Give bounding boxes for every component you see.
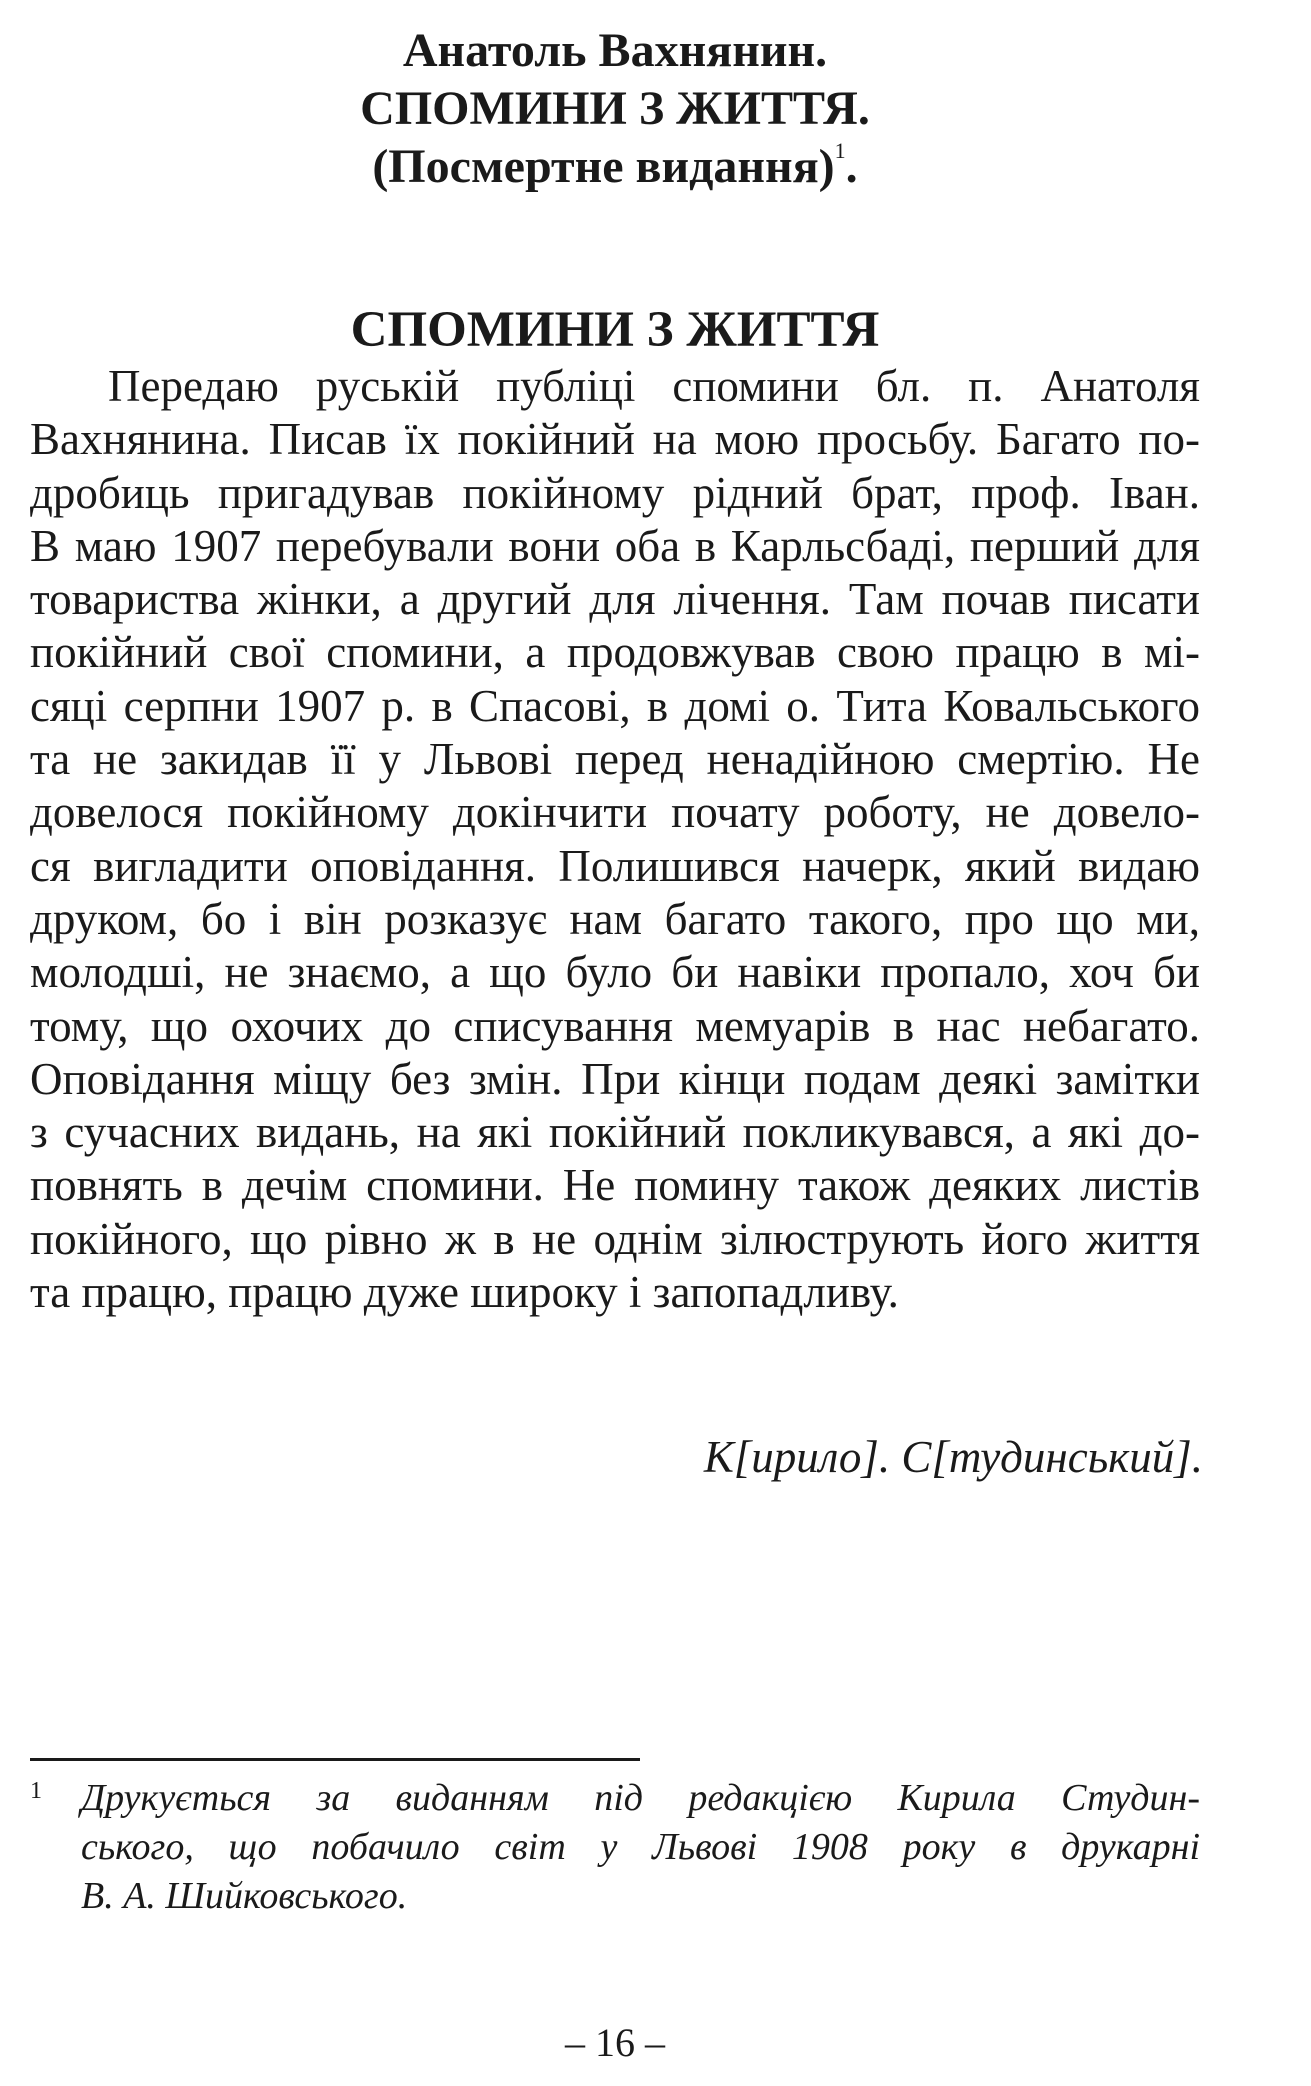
footnote-divider: [30, 1758, 640, 1761]
footnote-line: Друкується за виданням під редакцією Кирила Студин-: [81, 1777, 1200, 1819]
book-title: СПОМИНИ З ЖИТТЯ.: [360, 82, 870, 135]
body-line: та не закидав її у Львові перед ненадійною смертію. Не: [30, 734, 1200, 785]
book-subtitle: [30, 138, 1200, 196]
body-paragraph: [30, 360, 1200, 1319]
body-line: покійного, що рівно ж в не однім зілюструють його життя: [30, 1213, 1200, 1264]
section-title: СПОМИНИ З ЖИТТЯ: [350, 302, 880, 358]
page-header: [30, 22, 1200, 196]
body-line: ся вигладити оповідання. Полишився начерк, який видаю: [30, 840, 1200, 891]
body-line: Оповідання міщу без змін. При кінци подам деякі замітки: [30, 1053, 1200, 1104]
body-line: дробиць пригадував покійному рідний брат, проф. Іван.: [30, 467, 1200, 518]
signature: К[ирило]. С[тудинський].: [703, 1432, 1203, 1482]
body-line: молодші, не знаємо, а що було би навіки пропало, хоч би: [30, 947, 1200, 998]
body-line: товариства жінки, а другий для лічення. Там почав писати: [30, 574, 1200, 625]
body-line: сяці серпни 1907 р. в Спасові, в домі о. Тита Ковальського: [30, 680, 1200, 731]
body-line: В маю 1907 перебували вони оба в Карльсбаді, перший для: [30, 520, 1200, 571]
body-line: Вахнянина. Писав їх покійний на мою просьбу. Багато по-: [30, 414, 1200, 465]
body-line: з сучасних видань, на які покійний покликувався, а які до-: [30, 1107, 1200, 1158]
body-line: друком, бо і він розказує нам багато такого, про що ми,: [30, 893, 1200, 944]
footnote-line: В. А. Шийковського.: [81, 1875, 408, 1917]
footnote-reference[interactable]: 1: [834, 138, 846, 163]
page-number: – 16 –: [565, 2020, 665, 2065]
body-line: Передаю руській публіці спомини бл. п. Анатоля: [108, 361, 1200, 411]
footnote-line: ського, що побачило світ у Львові 1908 року в друкарні: [81, 1826, 1200, 1868]
author-name: Анатоль Вахнянин.: [402, 24, 828, 77]
footnote-mark: 1: [30, 1778, 42, 1804]
body-line: тому, що охочих до списування мемуарів в нас небагато.: [30, 1000, 1200, 1051]
subtitle-text: (Посмертне видання): [372, 140, 835, 193]
subtitle-period: .: [845, 140, 858, 193]
body-line: та працю, працю дуже широку і запопадливу.: [30, 1267, 899, 1318]
body-line: повнять в дечім спомини. Не помину також деяких листів: [30, 1160, 1200, 1211]
body-line: довелося покійному докінчити почату роботу, не довело-: [30, 787, 1200, 838]
footnote-text: [81, 1774, 1200, 1921]
body-line: покійний свої спомини, а продовжував свою працю в мі-: [30, 627, 1200, 678]
